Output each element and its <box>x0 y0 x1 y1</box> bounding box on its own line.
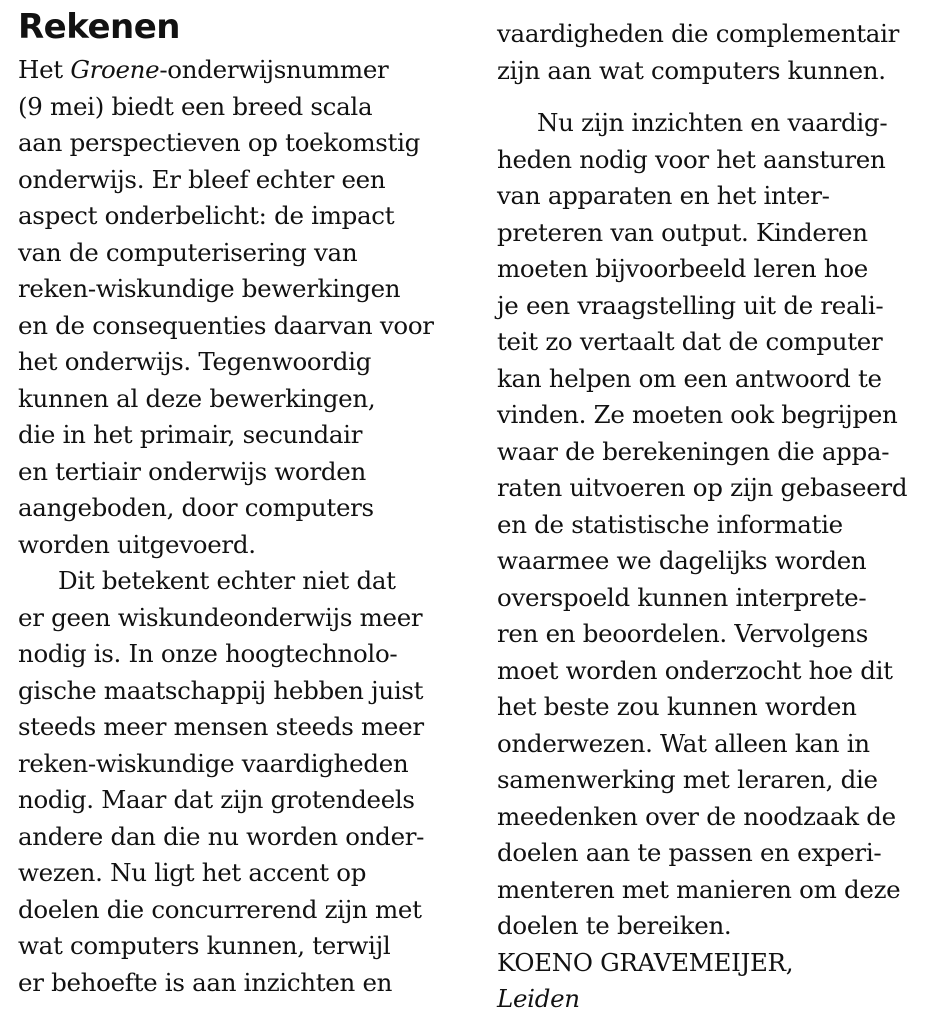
paragraph-2 <box>18 563 478 1001</box>
text-line: wezen. Nu ligt het accent op <box>18 858 367 887</box>
text-segment: -onderwijsnummer <box>159 55 389 84</box>
text-line: nodig. Maar dat zijn grotendeels <box>18 785 415 814</box>
signature-place: Leiden <box>497 984 580 1013</box>
text-line: overspoeld kunnen interprete- <box>497 582 867 612</box>
text-line: samenwerking met leraren, die <box>497 765 878 794</box>
text-line: moeten bijvoorbeeld leren hoe <box>497 254 868 283</box>
text-line: onderwijs. Er bleef echter een <box>18 164 386 194</box>
text-line: het beste zou kunnen worden <box>497 692 857 721</box>
signature-name: KOENO GRAVEMEIJER, <box>497 947 794 977</box>
text-line: (9 mei) biedt een breed scala <box>18 91 373 121</box>
text-line: aan perspectieven op toekomstig <box>18 128 421 157</box>
paragraph-2-continuation <box>497 16 937 89</box>
text-line: wat computers kunnen, terwijl <box>18 931 391 960</box>
text-line: Nu zijn inzichten en vaardig- <box>537 108 888 137</box>
text-line: doelen aan te passen en experi- <box>497 838 882 867</box>
right-column <box>497 0 937 1018</box>
text-line: waar de berekeningen die appa- <box>497 436 890 466</box>
text-line: nodig is. In onze hoogtechnolo- <box>18 639 398 668</box>
text-line: worden uitgevoerd. <box>18 529 256 559</box>
text-line: het onderwijs. Tegenwoordig <box>18 347 372 376</box>
text-segment: Het <box>18 55 71 84</box>
text-line: Dit betekent echter niet dat <box>58 566 396 595</box>
text-line: er geen wiskundeonderwijs meer <box>18 602 423 632</box>
text-line: meedenken over de noodzaak de <box>497 801 896 831</box>
text-line: van apparaten en het inter- <box>497 181 830 210</box>
text-line: gische maatschappij hebben juist <box>18 675 424 705</box>
text-line: reken-wiskundige vaardigheden <box>18 748 409 778</box>
text-line: kan helpen om een antwoord te <box>497 363 882 393</box>
magazine-name: Groene <box>70 55 160 84</box>
text-line: en de consequenties daarvan voor <box>18 310 434 340</box>
text-line: doelen te bereiken. <box>497 911 732 940</box>
article-heading: Rekenen <box>18 7 180 47</box>
text-line: moet worden onderzocht hoe dit <box>497 655 893 685</box>
paragraph-1 <box>18 89 478 564</box>
text-line: kunnen al deze bewerkingen, <box>18 383 376 413</box>
text-line: en de statistische informatie <box>497 509 843 539</box>
text-line: andere dan die nu worden onder- <box>18 821 425 851</box>
text-line: preteren van output. Kinderen <box>497 217 868 247</box>
text-line: ren en beoordelen. Vervolgens <box>497 619 869 648</box>
text-line: vinden. Ze moeten ook begrijpen <box>497 400 898 429</box>
text-line: er behoefte is aan inzichten en <box>18 967 393 997</box>
paragraph-3 <box>497 105 937 945</box>
text-line: aangeboden, door computers <box>18 493 374 522</box>
text-line: zijn aan wat computers kunnen. <box>497 55 886 85</box>
text-line: aspect onderbelicht: de impact <box>18 201 395 230</box>
text-line: steeds meer mensen steeds meer <box>18 712 424 741</box>
text-line: die in het primair, secundair <box>18 420 363 449</box>
text-line: teit zo vertaalt dat de computer <box>497 327 883 356</box>
text-line: onderwezen. Wat alleen kan in <box>497 728 870 758</box>
text-line: doelen die concurrerend zijn met <box>18 894 422 924</box>
text-line: je een vraagstelling uit de reali- <box>497 290 884 320</box>
text-line: van de computerisering van <box>18 237 358 267</box>
left-column <box>18 0 478 1001</box>
text-line: heden nodig voor het aansturen <box>497 144 886 174</box>
first-line <box>18 52 478 89</box>
text-line: vaardigheden die complementair <box>497 19 900 48</box>
text-line: reken-wiskundige bewerkingen <box>18 274 401 303</box>
text-line: raten uitvoeren op zijn gebaseerd <box>497 473 908 502</box>
text-line: menteren met manieren om deze <box>497 874 901 904</box>
text-line: waarmee we dagelijks worden <box>497 546 867 575</box>
text-line: en tertiair onderwijs worden <box>18 456 366 486</box>
